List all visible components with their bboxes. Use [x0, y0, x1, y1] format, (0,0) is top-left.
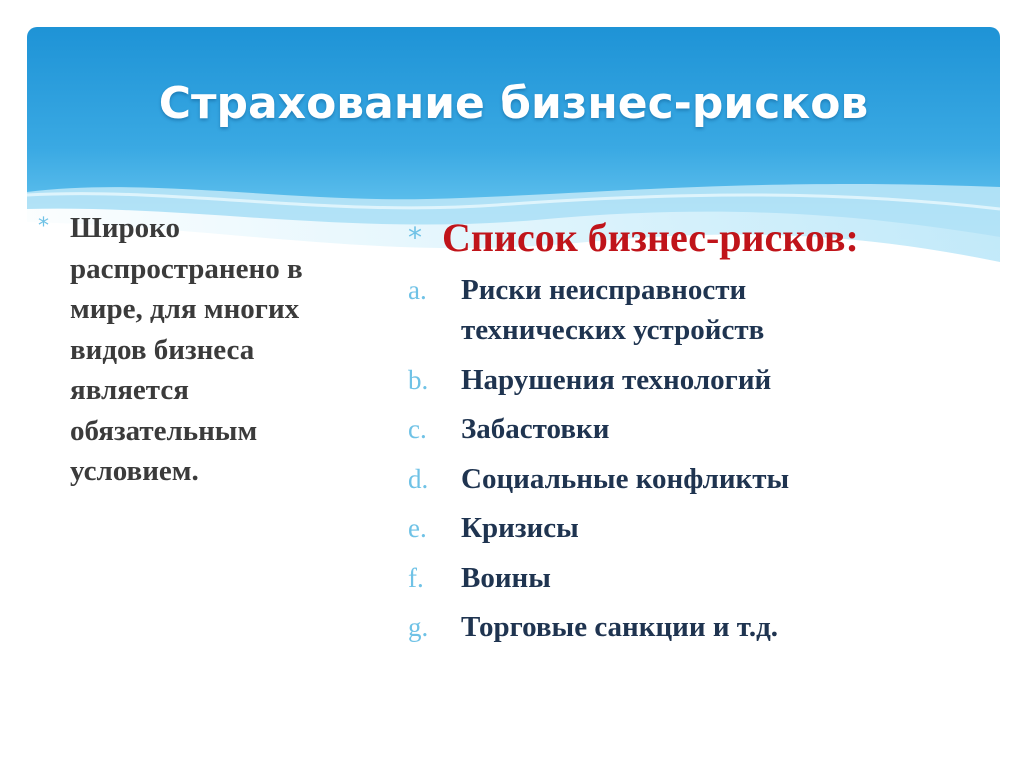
- risk-list-heading: Список бизнес-рисков:: [442, 214, 859, 260]
- list-marker: c.: [408, 414, 427, 444]
- list-item-text: Социальные конфликты: [461, 462, 790, 495]
- list-marker: e.: [408, 513, 427, 543]
- list-marker: d.: [408, 463, 429, 494]
- list-marker: f.: [408, 562, 424, 593]
- list-item: [408, 508, 988, 548]
- list-marker: b.: [408, 364, 429, 395]
- asterisk-icon: *: [38, 214, 49, 239]
- intro-bullet: [38, 208, 368, 492]
- asterisk-icon: *: [408, 220, 422, 254]
- list-item: [408, 607, 988, 647]
- list-item: [408, 459, 988, 499]
- list-item: [408, 409, 988, 449]
- list-item: [408, 270, 988, 350]
- list-item-text: Воины: [461, 561, 551, 594]
- list-marker: g.: [408, 612, 429, 642]
- risk-list-heading-row: [408, 208, 988, 266]
- risk-list-section: [408, 208, 988, 657]
- list-marker: a.: [408, 275, 427, 305]
- list-item-text: Кризисы: [461, 512, 579, 544]
- list-item-text: Нарушения технологий: [461, 363, 772, 396]
- list-item-text: Риски неисправности технических устройств: [461, 274, 765, 346]
- list-item: [408, 360, 988, 400]
- slide-title: Страхование бизнес-рисков: [158, 78, 869, 129]
- list-item-text: Торговые санкции и т.д.: [461, 611, 779, 643]
- intro-text: Широко распространено в мире, для многих видов бизнеса является обязательным условием.: [70, 212, 303, 487]
- risk-list: [408, 270, 988, 647]
- list-item-text: Забастовки: [461, 413, 610, 445]
- list-item: [408, 558, 988, 598]
